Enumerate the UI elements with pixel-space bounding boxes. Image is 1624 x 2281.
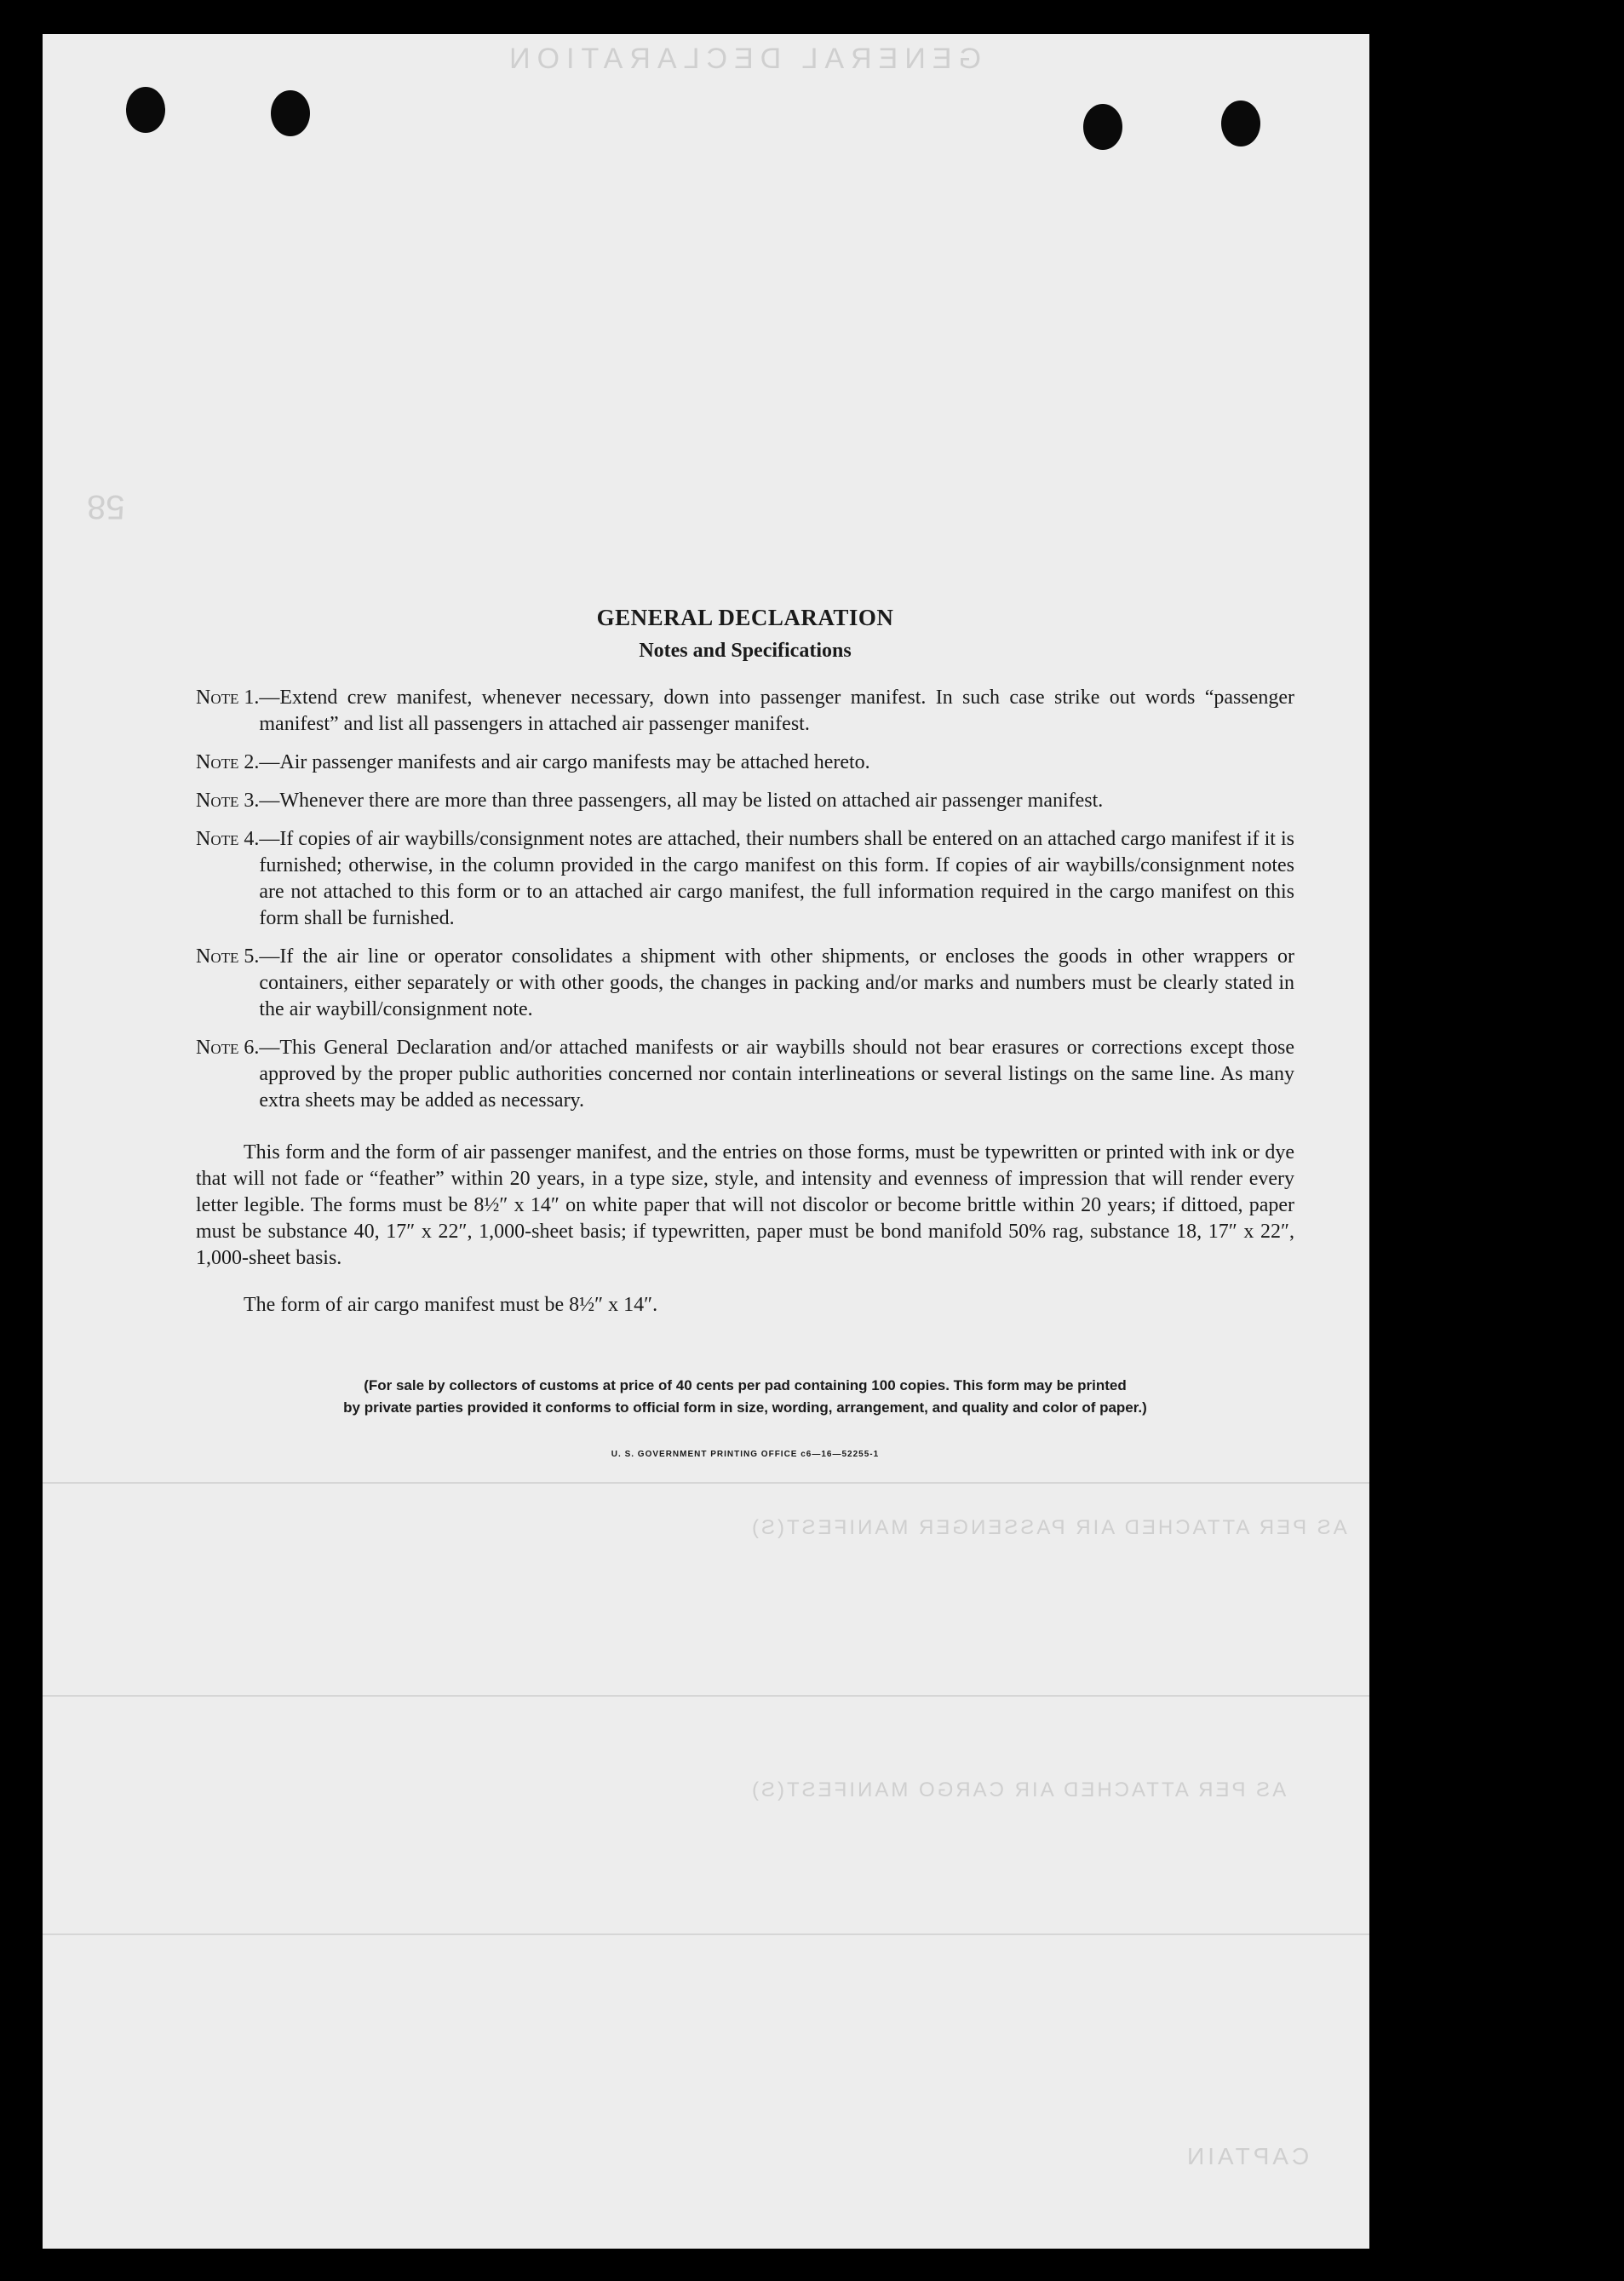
punch-hole-right (1221, 101, 1260, 147)
document-subtitle: Notes and Specifications (639, 640, 852, 662)
note-2 (196, 750, 1294, 776)
bleed-through-rule (43, 1933, 1369, 1935)
punch-hole-left (126, 87, 165, 133)
bleed-through-title: GENERAL DECLARATION (502, 43, 981, 75)
punch-hole-right-center (1083, 104, 1122, 150)
form-specification-paragraph: This form and the form of air passenger manifest, and the entries on those forms, must be typewritten or printed with ink or dye that will not fade or “feather” within 20 years, in a type size, style, and intensity and evenness of impression that will render every letter legible. The forms must be 8½″ x 14″ on white paper that will not discolor or become brittle within 20 years; if dittoed, paper must be substance 40, 17″ x 22″, 1,000-sheet basis; if typewritten, paper must be bond manifold 50% rag, substance 18, 17″ x 22″, 1,000-sheet basis. (196, 1141, 1294, 1269)
note-6 (196, 1035, 1294, 1114)
note-label: Note 2. (196, 751, 260, 773)
bleed-through-rule (43, 1482, 1369, 1484)
note-5 (196, 944, 1294, 1023)
punch-hole-left-center (271, 90, 310, 136)
note-text: —Air passenger manifests and air cargo manifests may be attached hereto. (259, 751, 870, 773)
note-label: Note 5. (196, 945, 260, 968)
note-label: Note 6. (196, 1037, 260, 1059)
note-text: —This General Declaration and/or attached manifests or air waybills should not bear erasures or corrections except those approved by the proper public authorities concerned nor contain interlineations or several listings on the same line. As many extra sheets may be added as necessary. (259, 1037, 1294, 1112)
bleed-through-passenger-stamp: AS PER ATTACHED AIR PASSENGER MANIFEST(S) (749, 1516, 1347, 1539)
note-label: Note 3. (196, 790, 260, 812)
sale-note (196, 1375, 1294, 1419)
bleed-through-page-number: 58 (87, 488, 125, 526)
note-4 (196, 826, 1294, 932)
printer-imprint: U. S. GOVERNMENT PRINTING OFFICE c6—16—52255-1 (611, 1450, 880, 1459)
cargo-manifest-size-paragraph: The form of air cargo manifest must be 8½″ x 14″. (244, 1294, 658, 1316)
note-label: Note 1. (196, 687, 260, 709)
note-text: —If the air line or operator consolidates a shipment with other shipments, or encloses the goods in other wrappers or containers, either separately or with other goods, the changes in packing and/or marks and numbers must be clearly stated in the air waybill/consignment note. (259, 945, 1294, 1020)
bleed-through-rule (43, 1695, 1369, 1697)
notes-and-specifications (196, 605, 1294, 1459)
sale-note-line: by private parties provided it conforms to official form in size, wording, arrangement, and quality and color of paper.) (343, 1399, 1147, 1416)
note-text: —Extend crew manifest, whenever necessary, down into passenger manifest. In such case strike out words “passenger manifest” and list all passengers in attached air passenger manifest. (259, 687, 1294, 735)
bleed-through-cargo-stamp: AS PER ATTACHED AIR CARGO MANIFEST(S) (749, 1778, 1287, 1801)
note-label: Note 4. (196, 828, 260, 850)
note-3 (196, 788, 1294, 814)
document-title: GENERAL DECLARATION (596, 605, 894, 630)
note-1 (196, 685, 1294, 738)
document-page (43, 34, 1369, 2249)
note-text: —If copies of air waybills/consignment notes are attached, their numbers shall be entered on an attached cargo manifest if it is furnished; otherwise, in the column provided in the cargo manifest on this form. If copies of air waybills/consignment notes are not attached to this form or to an attached air cargo manifest, the full information required in the cargo manifest on this form shall be furnished. (259, 828, 1294, 929)
note-text: —Whenever there are more than three passengers, all may be listed on attached air passenger manifest. (259, 790, 1104, 812)
sale-note-line: (For sale by collectors of customs at price of 40 cents per pad containing 100 copies. This form may be printed (364, 1377, 1127, 1393)
bleed-through-captain: CAPTAIN (1184, 2143, 1310, 2169)
